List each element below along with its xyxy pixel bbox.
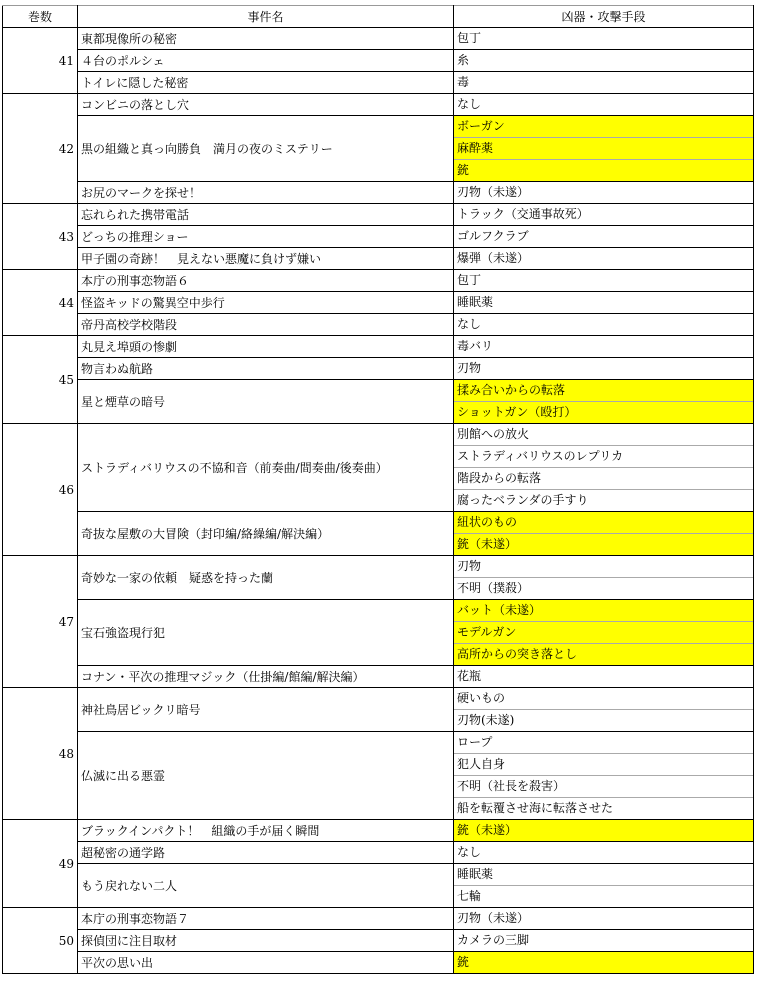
table-row — [3, 248, 754, 270]
table-row — [3, 380, 754, 424]
weapon-entry-highlighted: バット（未遂） — [454, 600, 753, 621]
case-name: もう戻れない二人 — [78, 864, 454, 908]
weapon-cell — [454, 842, 754, 864]
weapon-entry: 刃物（未遂） — [457, 911, 530, 925]
table-row — [3, 358, 754, 380]
weapon-cell — [454, 952, 754, 974]
weapon-entry: 硬いもの — [457, 691, 506, 705]
volume-number: 44 — [3, 270, 78, 336]
table-row — [3, 864, 754, 908]
weapon-entry: 刃物 — [457, 361, 482, 375]
case-name: 神社鳥居ビックリ暗号 — [78, 688, 454, 732]
table-row — [3, 28, 754, 50]
weapon-entry: 不明（撲殺） — [454, 577, 753, 599]
weapon-entry: 刃物(未遂) — [454, 709, 753, 731]
weapon-cell — [454, 336, 754, 358]
table-row — [3, 512, 754, 556]
case-name: トイレに隠した秘密 — [78, 72, 454, 94]
weapon-cell — [454, 732, 754, 820]
case-name: 宝石強盗現行犯 — [78, 600, 454, 666]
case-name: 探偵団に注目取材 — [78, 930, 454, 952]
weapon-cell — [454, 28, 754, 50]
header-weapon: 凶器・攻撃手段 — [454, 6, 754, 28]
weapon-entry: 船を転覆させ海に転落させた — [454, 797, 753, 819]
weapon-cell — [454, 864, 754, 908]
weapon-cell — [454, 380, 754, 424]
weapon-cell — [454, 248, 754, 270]
volume-number: 45 — [3, 336, 78, 424]
table-body — [3, 28, 754, 974]
case-name: コナン・平次の推理マジック（仕掛編/館編/解決編） — [78, 666, 454, 688]
weapon-cell — [454, 94, 754, 116]
weapon-cell — [454, 292, 754, 314]
case-name: ストラディバリウスの不協和音（前奏曲/間奏曲/後奏曲） — [78, 424, 454, 512]
weapon-entry: 糸 — [457, 53, 470, 67]
table-row — [3, 226, 754, 248]
weapon-entry: カメラの三脚 — [457, 933, 530, 947]
weapon-cell — [454, 556, 754, 600]
case-name: 忘れられた携帯電話 — [78, 204, 454, 226]
case-name: ４台のポルシェ — [78, 50, 454, 72]
weapon-entry: 七輪 — [454, 885, 753, 907]
weapon-entry: 毒 — [457, 75, 470, 89]
header-case-name: 事件名 — [78, 6, 454, 28]
weapon-cell — [454, 666, 754, 688]
case-name: 帝丹高校学校階段 — [78, 314, 454, 336]
weapon-entry: トラック（交通事故死） — [457, 207, 589, 221]
weapon-entry-highlighted: 揉み合いからの転落 — [454, 380, 753, 401]
weapon-entry: ストラディバリウスのレプリカ — [454, 445, 753, 467]
weapon-cell — [454, 600, 754, 666]
weapon-entry: 犯人自身 — [454, 753, 753, 775]
weapon-entry-highlighted: 銃 — [454, 159, 753, 181]
case-name: ブラックインパクト！ 組織の手が届く瞬間 — [78, 820, 454, 842]
table-row — [3, 314, 754, 336]
weapon-entry: 睡眠薬 — [457, 867, 494, 881]
weapon-entry: 刃物 — [457, 559, 482, 573]
case-name: 平次の思い出 — [78, 952, 454, 974]
weapon-cell — [454, 512, 754, 556]
case-name: 怪盗キッドの驚異空中歩行 — [78, 292, 454, 314]
case-name: 奇抜な屋敷の大冒険（封印編/絡繰編/解決編） — [78, 512, 454, 556]
volume-number: 48 — [3, 688, 78, 820]
weapon-entry-highlighted: 銃（未遂） — [454, 820, 753, 841]
case-name: コンビニの落とし穴 — [78, 94, 454, 116]
header-volume: 巻数 — [3, 6, 78, 28]
weapon-cell — [454, 226, 754, 248]
weapon-cell — [454, 116, 754, 182]
table-row — [3, 182, 754, 204]
table-row — [3, 688, 754, 732]
table-row — [3, 116, 754, 182]
weapon-entry: 包丁 — [457, 273, 482, 287]
table-row — [3, 50, 754, 72]
table-row — [3, 204, 754, 226]
case-name: 東都現像所の秘密 — [78, 28, 454, 50]
weapon-entry: 階段からの転落 — [454, 467, 753, 489]
weapon-entry: ロープ — [457, 735, 493, 749]
weapon-entry-highlighted: 銃（未遂） — [454, 533, 753, 555]
weapon-entry: 爆弾（未遂） — [457, 251, 530, 265]
weapon-cell — [454, 204, 754, 226]
table-row — [3, 292, 754, 314]
weapon-cell — [454, 688, 754, 732]
weapon-entry-highlighted: 麻酔薬 — [454, 137, 753, 159]
volume-number: 41 — [3, 28, 78, 94]
weapon-entry: 刃物（未遂） — [457, 185, 530, 199]
case-name: どっちの推理ショー — [78, 226, 454, 248]
table-row — [3, 952, 754, 974]
case-name: 超秘密の通学路 — [78, 842, 454, 864]
table-row — [3, 732, 754, 820]
weapon-cell — [454, 314, 754, 336]
table-row — [3, 908, 754, 930]
weapon-entry-highlighted: モデルガン — [454, 621, 753, 643]
table-row — [3, 270, 754, 292]
weapon-cell — [454, 820, 754, 842]
case-name: 甲子園の奇跡！ 見えない悪魔に負けず嫌い — [78, 248, 454, 270]
weapon-cell — [454, 358, 754, 380]
weapon-entry: 花瓶 — [457, 669, 482, 683]
weapon-entry: なし — [457, 317, 482, 331]
weapon-cell — [454, 424, 754, 512]
weapon-entry-highlighted: 紐状のもの — [454, 512, 753, 533]
case-name: 奇妙な一家の依頼 疑惑を持った蘭 — [78, 556, 454, 600]
weapon-cell — [454, 50, 754, 72]
case-name: 仏滅に出る悪霊 — [78, 732, 454, 820]
volume-number: 46 — [3, 424, 78, 556]
weapon-entry: 睡眠薬 — [457, 295, 494, 309]
case-name: 本庁の刑事恋物語７ — [78, 908, 454, 930]
weapon-entry-highlighted: 銃 — [454, 952, 753, 973]
weapon-entry: なし — [457, 97, 482, 111]
weapon-entry: 包丁 — [457, 31, 482, 45]
volume-number: 49 — [3, 820, 78, 908]
case-name: 物言わぬ航路 — [78, 358, 454, 380]
case-name: 丸見え埠頭の惨劇 — [78, 336, 454, 358]
case-weapon-table — [2, 5, 754, 974]
table-row — [3, 600, 754, 666]
weapon-cell — [454, 908, 754, 930]
weapon-entry-highlighted: ボーガン — [454, 116, 753, 137]
volume-number: 47 — [3, 556, 78, 688]
volume-number: 43 — [3, 204, 78, 270]
case-name: 黒の組織と真っ向勝負 満月の夜のミステリー — [78, 116, 454, 182]
table-row — [3, 820, 754, 842]
case-name: お尻のマークを探せ！ — [78, 182, 454, 204]
table-row — [3, 72, 754, 94]
weapon-entry: 別館への放火 — [457, 427, 530, 441]
volume-number: 42 — [3, 94, 78, 204]
weapon-entry: なし — [457, 845, 482, 859]
table-row — [3, 666, 754, 688]
weapon-cell — [454, 270, 754, 292]
table-row — [3, 94, 754, 116]
table-row — [3, 336, 754, 358]
weapon-entry: ゴルフクラブ — [457, 229, 529, 243]
weapon-entry-highlighted: ショットガン（殴打） — [454, 401, 753, 423]
case-name: 本庁の刑事恋物語６ — [78, 270, 454, 292]
weapon-entry: 毒バリ — [457, 339, 494, 353]
weapon-entry-highlighted: 高所からの突き落とし — [454, 643, 753, 665]
weapon-entry: 腐ったベランダの手すり — [454, 489, 753, 511]
table-row — [3, 930, 754, 952]
header-row — [3, 6, 754, 28]
case-name: 星と煙草の暗号 — [78, 380, 454, 424]
weapon-cell — [454, 72, 754, 94]
weapon-entry: 不明（社長を殺害） — [454, 775, 753, 797]
table-row — [3, 556, 754, 600]
volume-number: 50 — [3, 908, 78, 974]
weapon-cell — [454, 930, 754, 952]
table-row — [3, 842, 754, 864]
table-row — [3, 424, 754, 512]
weapon-cell — [454, 182, 754, 204]
